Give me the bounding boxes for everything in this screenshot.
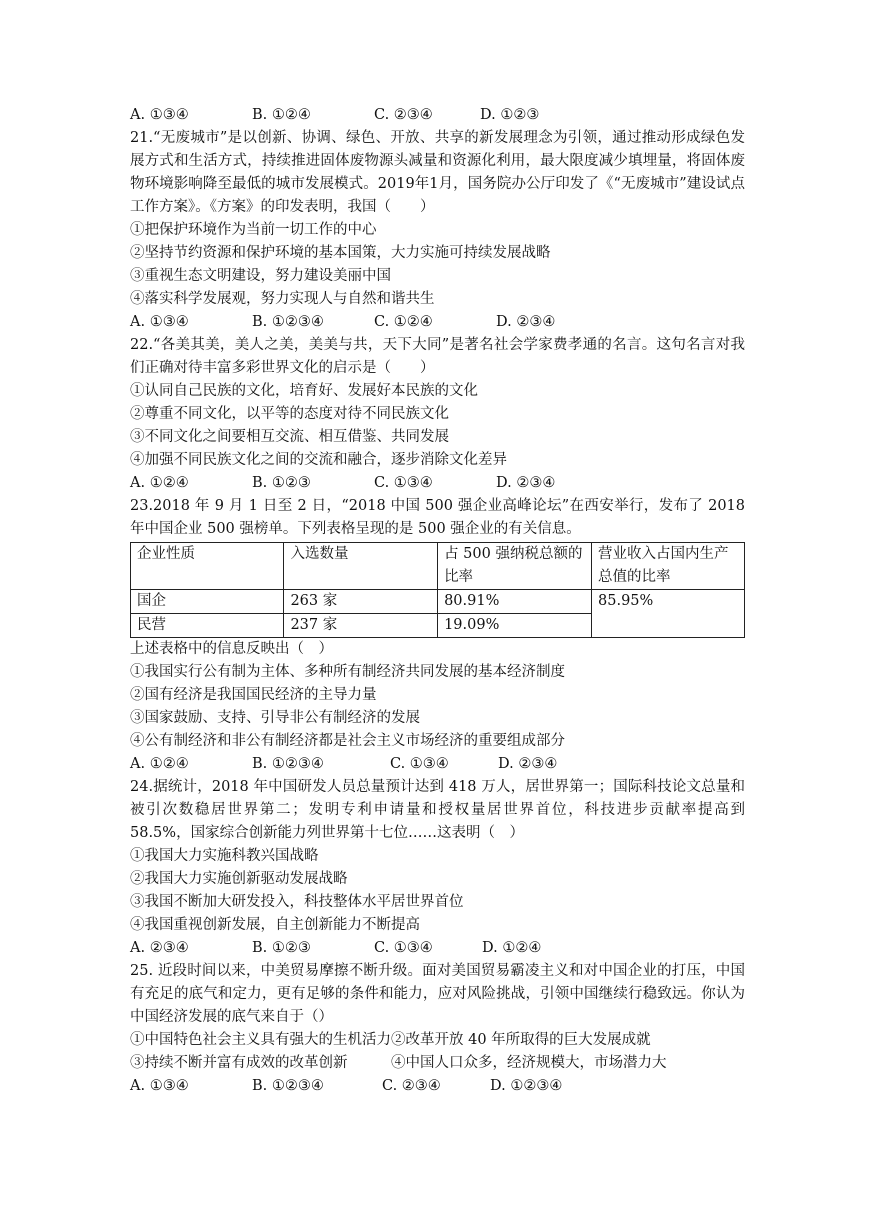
q25-option-a[interactable]: A. ①③④ bbox=[130, 1078, 189, 1094]
q25-option-c[interactable]: C. ②③④ bbox=[382, 1078, 441, 1094]
question-22 bbox=[130, 334, 745, 495]
q24-item-2: ②我国大力实施创新驱动发展战略 bbox=[130, 871, 348, 887]
q21-option-a[interactable]: A. ①③④ bbox=[130, 314, 189, 330]
question-25 bbox=[130, 960, 745, 1098]
table-cell: 民营 bbox=[131, 614, 284, 638]
q22-item-1: ①认同自己民族的文化，培育好、发展好本民族的文化 bbox=[130, 383, 478, 399]
q25-option-d[interactable]: D. ①②③④ bbox=[490, 1078, 563, 1094]
q25-options bbox=[130, 1075, 745, 1098]
q24-option-a[interactable]: A. ②③④ bbox=[130, 940, 189, 956]
q23-stem: 23.2018 年 9 月 1 日至 2 日，“2018 中国 500 强企业高峰论坛”在西安举行，发布了 2018 年中国企业 500 强榜单。下列表格呈现的是 500 强企业的有关信息。 bbox=[130, 498, 745, 537]
table-header-cell: 占 500 强纳税总额的比率 bbox=[438, 543, 592, 590]
q20-options bbox=[130, 104, 745, 127]
q22-options bbox=[130, 472, 745, 495]
q22-stem: 22.“各美其美，美人之美，美美与共，天下大同”是著名社会学家费孝通的名言。这句名言对我们正确对待丰富多彩世界文化的启示是（ ） bbox=[130, 337, 745, 376]
table-cell: 80.91% bbox=[438, 590, 592, 614]
q23-item-1: ①我国实行公有制为主体、多种所有制经济共同发展的基本经济制度 bbox=[130, 664, 565, 680]
q22-item-2: ②尊重不同文化，以平等的态度对待不同民族文化 bbox=[130, 406, 449, 422]
q25-option-b[interactable]: B. ①②③④ bbox=[252, 1078, 324, 1094]
q23-item-2: ②国有经济是我国国民经济的主导力量 bbox=[130, 687, 377, 703]
q23-option-a[interactable]: A. ①②④ bbox=[130, 756, 189, 772]
q24-options bbox=[130, 937, 745, 960]
q25-item-2: ③持续不断并富有成效的改革创新 ④中国人口众多，经济规模大，市场潜力大 bbox=[130, 1055, 667, 1071]
question-23 bbox=[130, 495, 745, 776]
q20-option-a[interactable]: A. ①③④ bbox=[130, 107, 189, 123]
table-cell: 263 家 bbox=[284, 590, 438, 614]
enterprise-table bbox=[130, 542, 745, 638]
q22-option-a[interactable]: A. ①②④ bbox=[130, 475, 189, 491]
q21-stem: 21.“无废城市”是以创新、协调、绿色、开放、共享的新发展理念为引领，通过推动形成绿色发展方式和生活方式，持续推进固体废物源头减量和资源化利用，最大限度减少填埋量，将固体废物环境影响降至最低的城市发展模式。2019年1月，国务院办公厅印发了《“无废城市”建设试点工作方案》。《方案》的印发表明，我国（ ） bbox=[130, 130, 745, 215]
table-header-row bbox=[131, 543, 745, 590]
q23-option-b[interactable]: B. ①②③④ bbox=[252, 756, 324, 772]
q21-option-c[interactable]: C. ①②④ bbox=[374, 314, 433, 330]
q21-item-1: ①把保护环境作为当前一切工作的中心 bbox=[130, 222, 377, 238]
q25-stem: 25. 近段时间以来，中美贸易摩擦不断升级。面对美国贸易霸凌主义和对中国企业的打压，中国有充足的底气和定力，更有足够的条件和能力，应对风险挑战，引领中国继续行稳致远。你认为中国经济发展的底气来自于（） bbox=[130, 963, 745, 1025]
table-cell: 国企 bbox=[131, 590, 284, 614]
q23-option-d[interactable]: D. ②③④ bbox=[498, 756, 558, 772]
table-cell: 237 家 bbox=[284, 614, 438, 638]
q25-item-1: ①中国特色社会主义具有强大的生机活力②改革开放 40 年所取得的巨大发展成就 bbox=[130, 1032, 651, 1048]
table-row bbox=[131, 590, 745, 614]
q21-item-2: ②坚持节约资源和保护环境的基本国策，大力实施可持续发展战略 bbox=[130, 245, 551, 261]
q23-options bbox=[130, 753, 745, 776]
q24-item-4: ④我国重视创新发展，自主创新能力不断提高 bbox=[130, 917, 420, 933]
q24-item-1: ①我国大力实施科教兴国战略 bbox=[130, 848, 319, 864]
q22-option-d[interactable]: D. ②③④ bbox=[496, 475, 556, 491]
q23-option-c[interactable]: C. ①③④ bbox=[390, 756, 449, 772]
q21-item-3: ③重视生态文明建设，努力建设美丽中国 bbox=[130, 268, 391, 284]
table-header-cell: 营业收入占国内生产总值的比率 bbox=[592, 543, 745, 590]
q20-option-b[interactable]: B. ①②④ bbox=[252, 107, 311, 123]
question-21 bbox=[130, 127, 745, 334]
question-24 bbox=[130, 776, 745, 960]
q22-item-3: ③不同文化之间要相互交流、相互借鉴、共同发展 bbox=[130, 429, 449, 445]
table-header-cell: 企业性质 bbox=[131, 543, 284, 590]
q20-option-d[interactable]: D. ①②③ bbox=[480, 107, 540, 123]
q21-option-d[interactable]: D. ②③④ bbox=[496, 314, 556, 330]
q23-question: 上述表格中的信息反映出（ ） bbox=[130, 641, 333, 657]
q23-item-3: ③国家鼓励、支持、引导非公有制经济的发展 bbox=[130, 710, 420, 726]
q24-option-d[interactable]: D. ①②④ bbox=[482, 940, 542, 956]
q24-option-c[interactable]: C. ①③④ bbox=[374, 940, 433, 956]
q22-option-c[interactable]: C. ①③④ bbox=[374, 475, 433, 491]
table-header-cell: 入选数量 bbox=[284, 543, 438, 590]
q24-option-b[interactable]: B. ①②③ bbox=[252, 940, 311, 956]
table-cell: 19.09% bbox=[438, 614, 592, 638]
q24-stem: 24.据统计，2018 年中国研发人员总量预计达到 418 万人，居世界第一；国际科技论文总量和被引次数稳居世界第二；发明专利申请量和授权量居世界首位，科技进步贡献率提高到 58.5%，国家综合创新能力列世界第十七位……这表明（ ） bbox=[130, 779, 745, 841]
q22-item-4: ④加强不同民族文化之间的交流和融合，逐步消除文化差异 bbox=[130, 452, 507, 468]
q20-option-c[interactable]: C. ②③④ bbox=[374, 107, 433, 123]
q22-option-b[interactable]: B. ①②③ bbox=[252, 475, 311, 491]
q24-item-3: ③我国不断加大研发投入，科技整体水平居世界首位 bbox=[130, 894, 464, 910]
table-merged-cell: 85.95% bbox=[592, 590, 745, 638]
q23-item-4: ④公有制经济和非公有制经济都是社会主义市场经济的重要组成部分 bbox=[130, 733, 565, 749]
q21-option-b[interactable]: B. ①②③④ bbox=[252, 314, 324, 330]
q21-item-4: ④落实科学发展观，努力实现人与自然和谐共生 bbox=[130, 291, 435, 307]
q21-options bbox=[130, 311, 745, 334]
exam-page bbox=[130, 104, 745, 1098]
